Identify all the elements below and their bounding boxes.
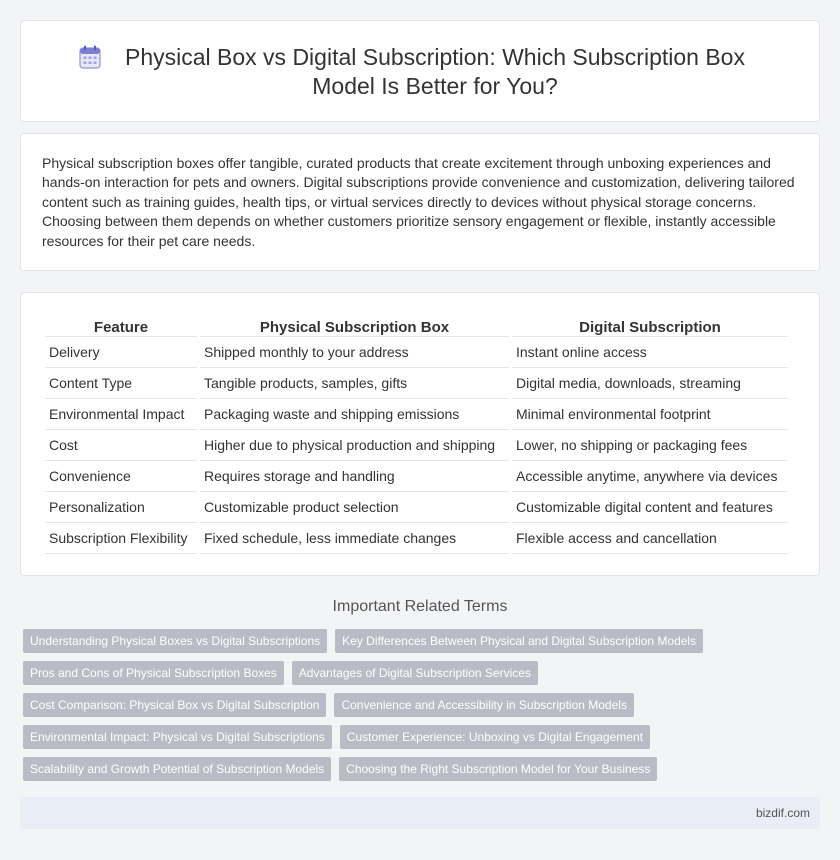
table-row — [45, 492, 788, 523]
table-row — [45, 430, 788, 461]
table-cell: Fixed schedule, less immediate changes — [200, 523, 509, 554]
table-cell: Flexible access and cancellation — [512, 523, 788, 554]
table-cell: Tangible products, samples, gifts — [200, 368, 509, 399]
table-header-row — [45, 315, 788, 337]
footer-bar — [20, 797, 820, 829]
related-terms-heading: Important Related Terms — [332, 598, 508, 615]
header-feature: Feature — [45, 315, 197, 337]
tag-row — [23, 693, 634, 717]
related-term-link[interactable]: Convenience and Accessibility in Subscription Models — [334, 693, 634, 717]
table-cell: Customizable digital content and features — [512, 492, 788, 523]
table-cell: Digital media, downloads, streaming — [512, 368, 788, 399]
header-digital: Digital Subscription — [512, 315, 788, 337]
table-cell: Requires storage and handling — [200, 461, 509, 492]
table-cell: Minimal environmental footprint — [512, 399, 788, 430]
table-cell: Shipped monthly to your address — [200, 337, 509, 368]
intro-paragraph: Physical subscription boxes offer tangible, curated products that create excitement through unboxing experiences and hands-on interaction for pets and owners. Digital subscriptions provide convenience and customization, delivering tailored content such as training guides, health tips, or virtual services directly to devices without physical storage concerns. Choosing between them depends on whether customers prioritize sensory engagement or flexible, instantly accessible resources for their pet care needs. — [42, 155, 795, 249]
table-cell: Content Type — [45, 368, 197, 399]
table-cell: Instant online access — [512, 337, 788, 368]
table-row — [45, 368, 788, 399]
page-title: Physical Box vs Digital Subscription: Which Subscription Box Model Is Better for You? — [125, 44, 745, 99]
tag-row — [23, 661, 538, 685]
comparison-card — [20, 292, 820, 576]
table-cell: Convenience — [45, 461, 197, 492]
table-cell: Lower, no shipping or packaging fees — [512, 430, 788, 461]
table-cell: Subscription Flexibility — [45, 523, 197, 554]
table-row — [45, 461, 788, 492]
tag-row — [23, 725, 650, 749]
related-term-link[interactable]: Key Differences Between Physical and Digital Subscription Models — [335, 629, 703, 653]
table-cell: Higher due to physical production and shipping — [200, 430, 509, 461]
related-term-link[interactable]: Pros and Cons of Physical Subscription Boxes — [23, 661, 284, 685]
table-cell: Environmental Impact — [45, 399, 197, 430]
table-cell: Packaging waste and shipping emissions — [200, 399, 509, 430]
site-name[interactable]: bizdif.com — [755, 806, 810, 820]
related-term-link[interactable]: Understanding Physical Boxes vs Digital Subscriptions — [23, 629, 327, 653]
table-row — [45, 337, 788, 368]
table-cell: Accessible anytime, anywhere via devices — [512, 461, 788, 492]
related-term-link[interactable]: Customer Experience: Unboxing vs Digital Engagement — [340, 725, 650, 749]
tag-row — [23, 757, 657, 781]
table-cell: Cost — [45, 430, 197, 461]
table-cell: Personalization — [45, 492, 197, 523]
table-cell: Customizable product selection — [200, 492, 509, 523]
related-term-link[interactable]: Cost Comparison: Physical Box vs Digital Subscription — [23, 693, 326, 717]
related-term-link[interactable]: Environmental Impact: Physical vs Digital Subscriptions — [23, 725, 332, 749]
table-cell: Delivery — [45, 337, 197, 368]
header-physical: Physical Subscription Box — [200, 315, 509, 337]
title-card — [20, 20, 820, 122]
related-term-link[interactable]: Advantages of Digital Subscription Services — [292, 661, 538, 685]
related-term-link[interactable]: Choosing the Right Subscription Model for Your Business — [339, 757, 657, 781]
comparison-table — [42, 315, 791, 554]
table-row — [45, 399, 788, 430]
related-term-link[interactable]: Scalability and Growth Potential of Subscription Models — [23, 757, 331, 781]
intro-card — [20, 133, 820, 271]
tag-row — [23, 629, 703, 653]
table-row — [45, 523, 788, 554]
